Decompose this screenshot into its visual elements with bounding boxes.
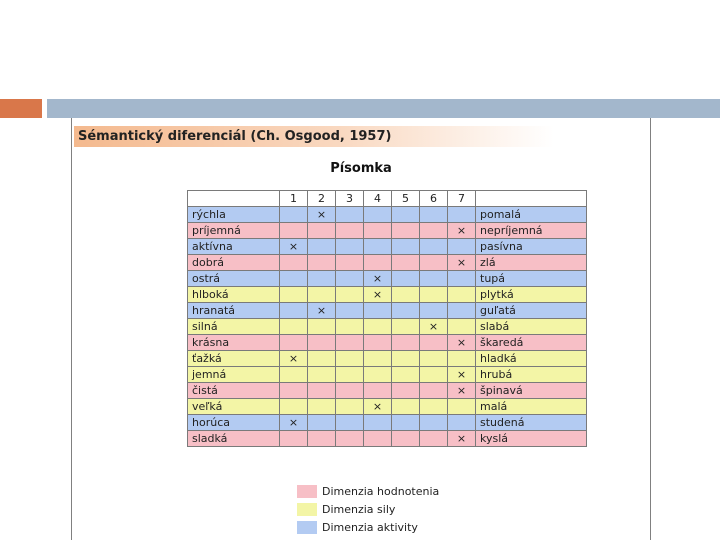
scale-cell-1 — [280, 335, 308, 351]
table-row — [188, 271, 587, 287]
table-row — [188, 431, 587, 447]
scale-cell-6 — [420, 383, 448, 399]
scale-cell-4 — [364, 207, 392, 223]
scale-cell-2 — [308, 271, 336, 287]
row-left-adjective: sladká — [188, 431, 280, 447]
scale-cell-1 — [280, 319, 308, 335]
row-left-adjective: veľká — [188, 399, 280, 415]
scale-cell-4 — [364, 335, 392, 351]
scale-mark: × — [308, 303, 336, 319]
scale-cell-2 — [308, 319, 336, 335]
table-row — [188, 223, 587, 239]
scale-cell-5 — [392, 319, 420, 335]
scale-cell-2 — [308, 335, 336, 351]
scale-cell-5 — [392, 335, 420, 351]
scale-cell-5 — [392, 351, 420, 367]
scale-cell-4 — [364, 351, 392, 367]
scale-cell-5 — [392, 383, 420, 399]
row-right-adjective: malá — [476, 399, 587, 415]
scale-mark: × — [448, 223, 476, 239]
scale-mark: × — [364, 287, 392, 303]
scale-cell-3 — [336, 383, 364, 399]
scale-cell-5 — [392, 431, 420, 447]
scale-cell-1 — [280, 271, 308, 287]
row-left-adjective: hlboká — [188, 287, 280, 303]
scale-cell-4 — [364, 367, 392, 383]
legend-label-potency: Dimenzia sily — [322, 502, 396, 516]
figure-title: Sémantický diferenciál (Ch. Osgood, 1957) — [74, 126, 554, 147]
scale-cell-7 — [448, 271, 476, 287]
row-right-adjective: kyslá — [476, 431, 587, 447]
legend-item-evaluation — [297, 482, 439, 500]
scale-cell-1 — [280, 399, 308, 415]
scale-mark: × — [280, 415, 308, 431]
row-right-adjective: nepríjemná — [476, 223, 587, 239]
scale-cell-7 — [448, 399, 476, 415]
row-right-adjective: hrubá — [476, 367, 587, 383]
scale-cell-5 — [392, 255, 420, 271]
scale-cell-6 — [420, 367, 448, 383]
scale-cell-5 — [392, 223, 420, 239]
header-col-6: 6 — [420, 191, 448, 207]
scale-cell-3 — [336, 303, 364, 319]
scale-cell-3 — [336, 223, 364, 239]
scale-cell-7 — [448, 287, 476, 303]
scale-cell-2 — [308, 351, 336, 367]
scale-cell-6 — [420, 431, 448, 447]
row-left-adjective: hranatá — [188, 303, 280, 319]
table-row — [188, 399, 587, 415]
header-col-2: 2 — [308, 191, 336, 207]
scale-mark: × — [420, 319, 448, 335]
scale-cell-1 — [280, 431, 308, 447]
legend-swatch-activity — [297, 521, 317, 534]
scale-cell-1 — [280, 287, 308, 303]
header-col-7: 7 — [448, 191, 476, 207]
row-right-adjective: špinavá — [476, 383, 587, 399]
legend-swatch-potency — [297, 503, 317, 516]
scale-cell-3 — [336, 351, 364, 367]
scale-cell-1 — [280, 367, 308, 383]
scale-cell-2 — [308, 223, 336, 239]
header-col-3: 3 — [336, 191, 364, 207]
scale-cell-7 — [448, 351, 476, 367]
row-right-adjective: plytká — [476, 287, 587, 303]
scale-cell-5 — [392, 367, 420, 383]
scale-mark: × — [364, 399, 392, 415]
table-row — [188, 239, 587, 255]
scale-cell-3 — [336, 271, 364, 287]
header-blank-left — [188, 191, 280, 207]
legend-swatch-evaluation — [297, 485, 317, 498]
row-left-adjective: jemná — [188, 367, 280, 383]
semantic-differential-figure — [71, 118, 651, 540]
scale-cell-2 — [308, 367, 336, 383]
scale-cell-2 — [308, 415, 336, 431]
row-left-adjective: rýchla — [188, 207, 280, 223]
scale-cell-4 — [364, 223, 392, 239]
table-row — [188, 415, 587, 431]
scale-cell-4 — [364, 303, 392, 319]
row-right-adjective: guľatá — [476, 303, 587, 319]
row-left-adjective: ostrá — [188, 271, 280, 287]
header-col-5: 5 — [392, 191, 420, 207]
scale-cell-5 — [392, 303, 420, 319]
row-left-adjective: čistá — [188, 383, 280, 399]
scale-cell-6 — [420, 415, 448, 431]
scale-cell-7 — [448, 415, 476, 431]
scale-cell-3 — [336, 431, 364, 447]
scale-cell-2 — [308, 239, 336, 255]
row-left-adjective: príjemná — [188, 223, 280, 239]
scale-cell-7 — [448, 207, 476, 223]
table-row — [188, 335, 587, 351]
legend-label-activity: Dimenzia aktivity — [322, 520, 418, 534]
scale-cell-3 — [336, 287, 364, 303]
accent-bar-orange — [0, 99, 42, 118]
scale-cell-6 — [420, 255, 448, 271]
table-row — [188, 255, 587, 271]
header-col-1: 1 — [280, 191, 308, 207]
table-row — [188, 351, 587, 367]
scale-mark: × — [280, 239, 308, 255]
scale-cell-2 — [308, 399, 336, 415]
scale-cell-3 — [336, 399, 364, 415]
scale-cell-7 — [448, 319, 476, 335]
scale-cell-3 — [336, 319, 364, 335]
table-row — [188, 367, 587, 383]
table-row — [188, 383, 587, 399]
differential-table — [187, 190, 587, 447]
scale-cell-6 — [420, 271, 448, 287]
scale-cell-5 — [392, 399, 420, 415]
scale-cell-2 — [308, 255, 336, 271]
scale-cell-5 — [392, 415, 420, 431]
figure-subtitle: Písomka — [330, 161, 392, 176]
scale-cell-1 — [280, 223, 308, 239]
scale-cell-3 — [336, 239, 364, 255]
scale-mark: × — [308, 207, 336, 223]
scale-cell-5 — [392, 287, 420, 303]
scale-cell-6 — [420, 239, 448, 255]
scale-cell-1 — [280, 303, 308, 319]
legend-item-activity — [297, 518, 439, 536]
table-row — [188, 303, 587, 319]
table-header-row — [188, 191, 587, 207]
scale-cell-4 — [364, 255, 392, 271]
row-right-adjective: pasívna — [476, 239, 587, 255]
scale-cell-6 — [420, 399, 448, 415]
scale-cell-2 — [308, 383, 336, 399]
scale-cell-5 — [392, 239, 420, 255]
scale-cell-4 — [364, 319, 392, 335]
header-col-4: 4 — [364, 191, 392, 207]
scale-mark: × — [448, 383, 476, 399]
row-left-adjective: dobrá — [188, 255, 280, 271]
scale-mark: × — [448, 431, 476, 447]
scale-cell-1 — [280, 383, 308, 399]
row-left-adjective: krásna — [188, 335, 280, 351]
scale-cell-6 — [420, 223, 448, 239]
scale-cell-5 — [392, 271, 420, 287]
scale-cell-7 — [448, 303, 476, 319]
scale-cell-4 — [364, 239, 392, 255]
row-right-adjective: škaredá — [476, 335, 587, 351]
row-left-adjective: aktívna — [188, 239, 280, 255]
differential-table-body — [188, 191, 587, 447]
scale-cell-2 — [308, 431, 336, 447]
accent-bar-blue — [47, 99, 720, 118]
legend-item-potency — [297, 500, 439, 518]
scale-cell-4 — [364, 431, 392, 447]
scale-mark: × — [448, 335, 476, 351]
scale-mark: × — [448, 255, 476, 271]
row-left-adjective: horúca — [188, 415, 280, 431]
scale-cell-3 — [336, 255, 364, 271]
scale-mark: × — [364, 271, 392, 287]
scale-mark: × — [280, 351, 308, 367]
scale-cell-6 — [420, 303, 448, 319]
scale-cell-1 — [280, 207, 308, 223]
table-row — [188, 319, 587, 335]
row-right-adjective: slabá — [476, 319, 587, 335]
scale-cell-6 — [420, 287, 448, 303]
scale-cell-3 — [336, 415, 364, 431]
scale-mark: × — [448, 367, 476, 383]
legend — [297, 482, 439, 536]
row-right-adjective: zlá — [476, 255, 587, 271]
scale-cell-3 — [336, 335, 364, 351]
legend-label-evaluation: Dimenzia hodnotenia — [322, 484, 440, 498]
scale-cell-4 — [364, 383, 392, 399]
row-left-adjective: silná — [188, 319, 280, 335]
scale-cell-3 — [336, 207, 364, 223]
scale-cell-1 — [280, 255, 308, 271]
scale-cell-7 — [448, 239, 476, 255]
scale-cell-4 — [364, 415, 392, 431]
header-blank-right — [476, 191, 587, 207]
row-right-adjective: studená — [476, 415, 587, 431]
scale-cell-6 — [420, 207, 448, 223]
scale-cell-2 — [308, 287, 336, 303]
table-row — [188, 287, 587, 303]
table-row — [188, 207, 587, 223]
row-right-adjective: pomalá — [476, 207, 587, 223]
row-right-adjective: tupá — [476, 271, 587, 287]
scale-cell-6 — [420, 335, 448, 351]
scale-cell-3 — [336, 367, 364, 383]
row-right-adjective: hladká — [476, 351, 587, 367]
row-left-adjective: ťažká — [188, 351, 280, 367]
scale-cell-6 — [420, 351, 448, 367]
scale-cell-5 — [392, 207, 420, 223]
